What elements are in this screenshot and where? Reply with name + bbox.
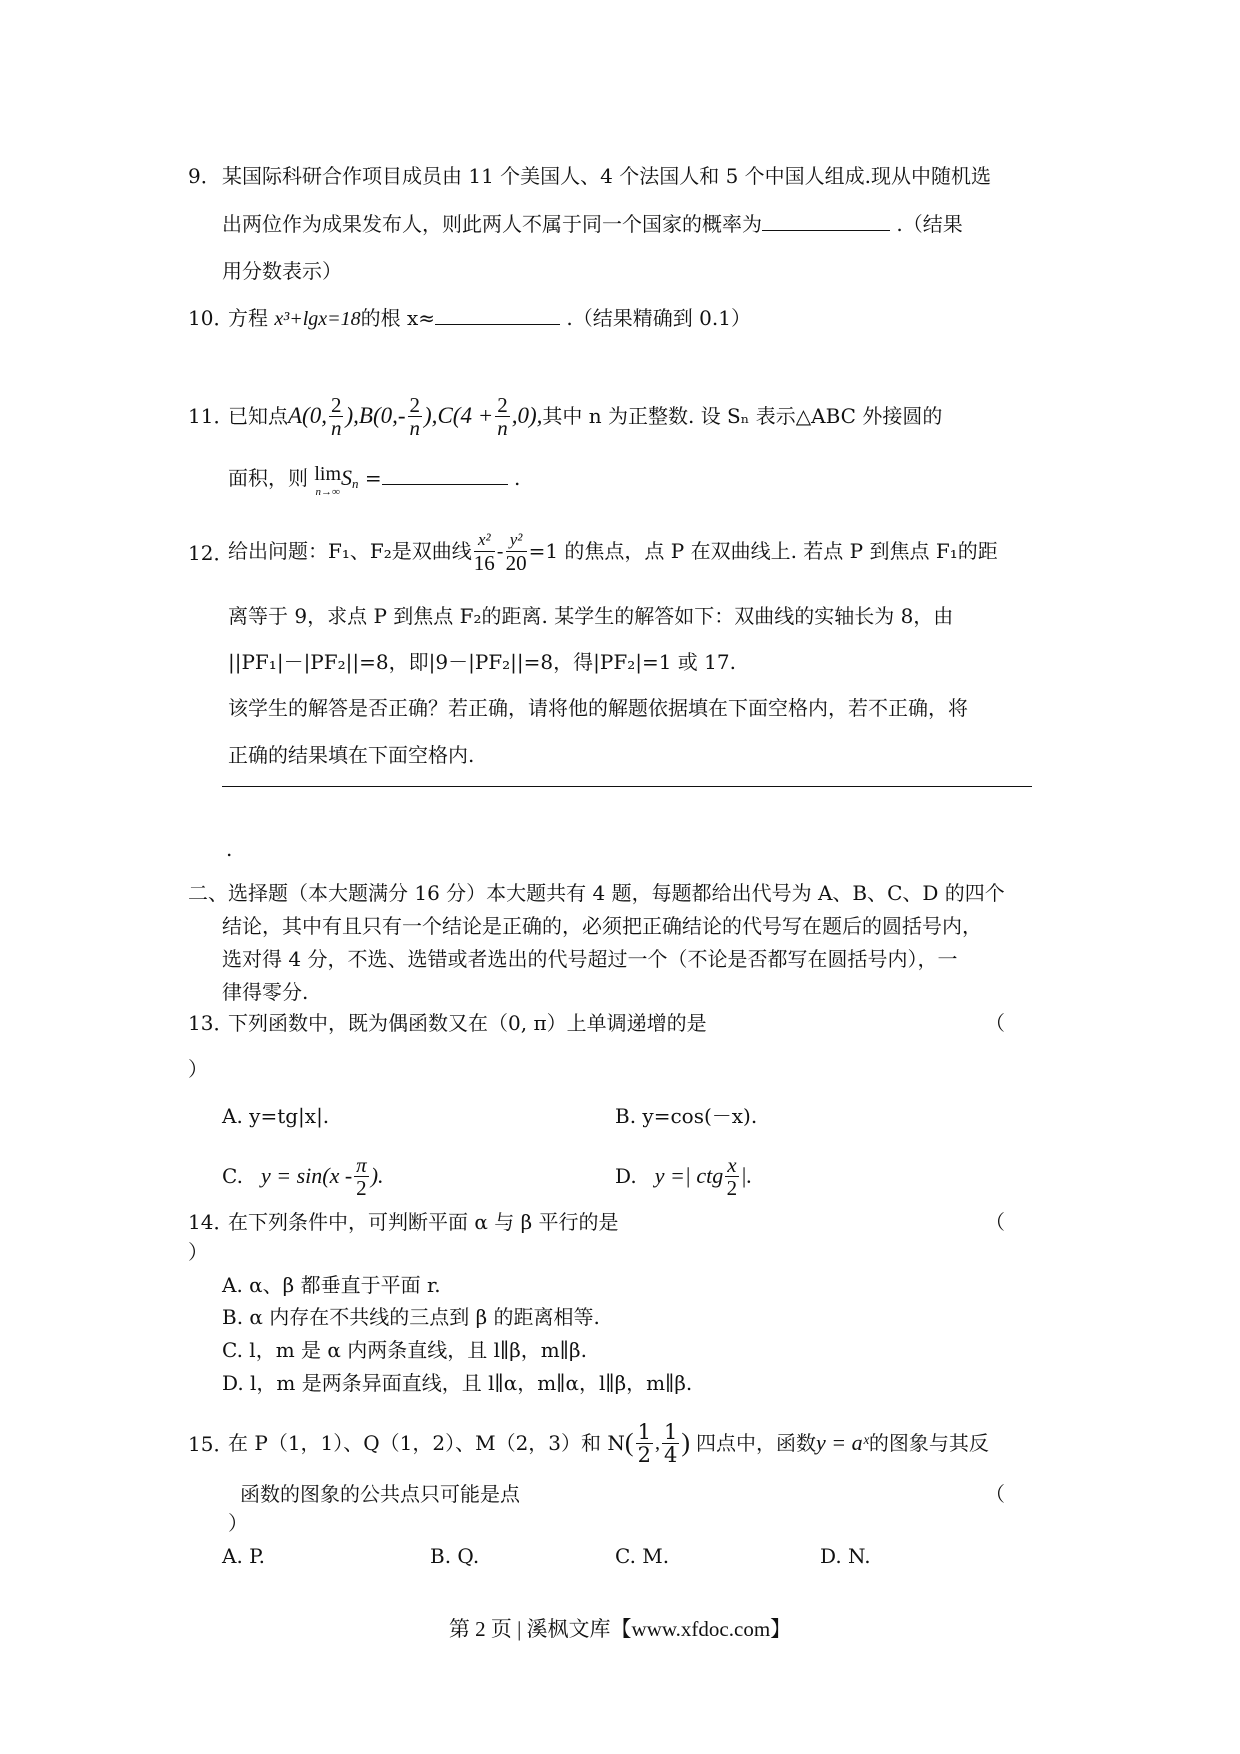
q11-point-c-pre: C(4 + bbox=[437, 403, 494, 428]
q11-line2-text: 面积，则 bbox=[228, 466, 315, 490]
q9-line2-tail: .（结果 bbox=[890, 212, 963, 236]
q13-number: 13． bbox=[188, 1011, 234, 1035]
q11-c-den: n bbox=[497, 415, 508, 440]
q14-paren-open: （ bbox=[985, 1210, 1005, 1234]
q15-option-a: A. P. bbox=[222, 1544, 265, 1568]
q15-n-num2: 1 bbox=[663, 1419, 678, 1444]
q9-answer-blank[interactable] bbox=[762, 212, 890, 231]
q13-paren-open: （ bbox=[985, 1011, 1005, 1035]
q12-line3: ||PF₁|－|PF₂||=8，即|9－|PF₂||=8，得|PF₂|=1 或 17. bbox=[228, 650, 736, 674]
q15-stem-a: 在 P（1，1）、Q（1，2）、M（2，3）和 N bbox=[228, 1431, 625, 1455]
q15-option-b: B. Q. bbox=[430, 1544, 480, 1568]
q13-d-label: D. bbox=[615, 1164, 637, 1188]
q11-lim-sub: n→∞ bbox=[315, 486, 340, 498]
q13-c-den: 2 bbox=[356, 1175, 367, 1200]
q15-func: y = aˣ bbox=[816, 1430, 869, 1455]
q13-c-label: C. bbox=[222, 1164, 243, 1188]
q13-stem: 下列函数中，既为偶函数又在（0, π）上单调递增的是 bbox=[228, 1011, 707, 1035]
q15-n-den2: 4 bbox=[663, 1442, 678, 1467]
q15-paren-close: ） bbox=[228, 1511, 248, 1535]
q10-text-b: 的根 x≈ bbox=[360, 306, 436, 330]
q12-line2: 离等于 9，求点 P 到焦点 F₂的距离. 某学生的解答如下：双曲线的实轴长为 8，由 bbox=[228, 604, 954, 628]
q15-paren-r: ) bbox=[681, 1428, 690, 1457]
q11-b-den: n bbox=[409, 415, 421, 440]
q12-line1-b: =1 的焦点，点 P 在双曲线上. 若点 P 到焦点 F₁的距 bbox=[528, 539, 998, 563]
q12-frac-y-den: 20 bbox=[505, 550, 527, 575]
q12-line1 bbox=[228, 522, 998, 580]
q13-option-d bbox=[615, 1148, 752, 1204]
q15-paren-l: ( bbox=[624, 1428, 634, 1457]
q15-comma: , bbox=[654, 1432, 660, 1454]
section2-line3: 选对得 4 分，不选、选错或者选出的代号超过一个（不论是否都写在圆括号内），一 bbox=[222, 947, 958, 971]
q14-number: 14． bbox=[188, 1210, 234, 1234]
q13-option-c bbox=[222, 1148, 384, 1204]
q12-frac-x-num: x² bbox=[474, 529, 495, 552]
q11-point-b-post: ), bbox=[424, 403, 438, 428]
q11-point-a-pre: A(0, bbox=[288, 403, 327, 428]
q13-paren-close: ） bbox=[188, 1057, 208, 1081]
q10-line bbox=[228, 305, 751, 332]
q11-answer-blank[interactable] bbox=[382, 466, 508, 485]
q12-frac-y-num: y² bbox=[506, 529, 527, 552]
q11-point-a-post: ), bbox=[345, 403, 359, 428]
q11-line1 bbox=[228, 386, 942, 446]
q12-number: 12． bbox=[188, 541, 234, 565]
q11-point-c-frac bbox=[495, 394, 510, 439]
q9-line2-text: 出两位作为成果发布人，则此两人不属于同一个国家的概率为 bbox=[222, 212, 762, 236]
q9-line3: 用分数表示） bbox=[222, 259, 342, 283]
page-footer: 第 2 页 | 溪枫文库【www.xfdoc.com】 bbox=[448, 1617, 792, 1641]
section2-line1: 二、选择题（本大题满分 16 分）本大题共有 4 题，每题都给出代号为 A、B、C、D 的四个 bbox=[188, 881, 1005, 905]
q14-stem: 在下列条件中，可判断平面 α 与 β 平行的是 bbox=[228, 1210, 619, 1234]
q13-c-frac bbox=[354, 1154, 369, 1199]
q10-answer-blank[interactable] bbox=[435, 306, 560, 325]
q13-c-num: π bbox=[356, 1152, 367, 1177]
q12-line5: 正确的结果填在下面空格内. bbox=[228, 743, 475, 767]
q14-option-a: A. α、β 都垂直于平面 r. bbox=[222, 1273, 441, 1297]
q12-frac-x-den: 16 bbox=[473, 550, 495, 575]
q12-line1-a: 给出问题：F₁、F₂是双曲线 bbox=[228, 539, 472, 563]
q11-point-c-post: ,0), bbox=[511, 403, 543, 428]
q9-line1: 某国际科研合作项目成员由 11 个美国人、4 个法国人和 5 个中国人组成.现从中随机选 bbox=[222, 164, 992, 188]
q14-option-c: C. l，m 是 α 内两条直线，且 l∥β，m∥β. bbox=[222, 1338, 587, 1362]
q11-b-num: 2 bbox=[409, 392, 421, 417]
q13-option-b: B. y=cos(－x). bbox=[615, 1104, 758, 1128]
q11-point-b-pre: B(0,- bbox=[358, 403, 406, 428]
q15-n-den1: 2 bbox=[637, 1442, 651, 1467]
q11-number: 11． bbox=[188, 404, 234, 428]
q11-line2 bbox=[228, 465, 520, 501]
q15-option-c: C. M. bbox=[615, 1544, 670, 1568]
q14-option-b: B. α 内存在不共线的三点到 β 的距离相等. bbox=[222, 1305, 600, 1329]
q11-limit bbox=[314, 465, 341, 501]
q10-number: 10． bbox=[188, 306, 234, 330]
q13-d-math: y =| ctg bbox=[654, 1163, 724, 1188]
section2-line2: 结论，其中有且只有一个结论是正确的，必须把正确结论的代号写在题后的圆括号内， bbox=[222, 914, 982, 938]
q12-line4: 该学生的解答是否正确？若正确，请将他的解题依据填在下面空格内，若不正确，将 bbox=[228, 696, 968, 720]
q13-c-math: y = sin(x - bbox=[260, 1163, 353, 1188]
q13-d-den: 2 bbox=[726, 1175, 738, 1200]
q12-dot: . bbox=[226, 837, 233, 861]
q12-minus: - bbox=[496, 539, 504, 563]
q11-a-num: 2 bbox=[330, 392, 342, 417]
q11-lead: 已知点 bbox=[228, 404, 288, 428]
q12-answer-line[interactable] bbox=[222, 786, 1032, 787]
q11-point-b-frac bbox=[408, 394, 423, 439]
q11-point-a-frac bbox=[329, 394, 344, 439]
q14-option-d: D. l，m 是两条异面直线，且 l∥α，m∥α，l∥β，m∥β. bbox=[222, 1371, 693, 1395]
q9-number: 9． bbox=[188, 164, 221, 188]
q14-paren-close: ） bbox=[188, 1240, 208, 1264]
q15-paren-open: （ bbox=[985, 1482, 1005, 1506]
q10-text-a: 方程 bbox=[228, 306, 275, 330]
q10-equation: x³+lgx=18 bbox=[274, 308, 361, 330]
q13-c-end: ). bbox=[370, 1163, 384, 1188]
q11-tail: 其中 n 为正整数. 设 Sₙ 表示△ABC 外接圆的 bbox=[542, 404, 943, 428]
q11-lim-n: n bbox=[352, 476, 359, 491]
q12-frac-x bbox=[474, 529, 495, 574]
q15-frac-half bbox=[636, 1421, 653, 1466]
q15-number: 15． bbox=[188, 1432, 234, 1456]
q11-lim-s: S bbox=[341, 465, 353, 490]
q11-eqsign: = bbox=[358, 466, 382, 490]
q15-stem-b: 四点中，函数 bbox=[696, 1431, 816, 1455]
q12-frac-y bbox=[506, 529, 527, 574]
q9-line2 bbox=[222, 211, 963, 237]
q13-option-a: A. y=tg|x|. bbox=[222, 1104, 330, 1128]
q10-tail: .（结果精确到 0.1） bbox=[560, 306, 751, 330]
q13-d-end: |. bbox=[740, 1163, 753, 1188]
section2-line4: 律得零分. bbox=[222, 980, 309, 1004]
q15-stem-c: 的图象与其反 bbox=[868, 1431, 989, 1455]
q15-line2: 函数的图象的公共点只可能是点 bbox=[240, 1482, 520, 1506]
q11-c-num: 2 bbox=[497, 392, 508, 417]
q15-option-d: D. N. bbox=[820, 1544, 871, 1568]
q11-lim-word: lim bbox=[314, 463, 342, 485]
q15-n-num1: 1 bbox=[637, 1419, 651, 1444]
q11-a-den: n bbox=[330, 415, 342, 440]
q15-line1 bbox=[228, 1414, 989, 1472]
q11-line2-tail: . bbox=[507, 466, 521, 490]
q13-d-num: x bbox=[727, 1152, 737, 1177]
q15-frac-quarter bbox=[662, 1421, 679, 1466]
q13-d-frac bbox=[725, 1154, 738, 1199]
